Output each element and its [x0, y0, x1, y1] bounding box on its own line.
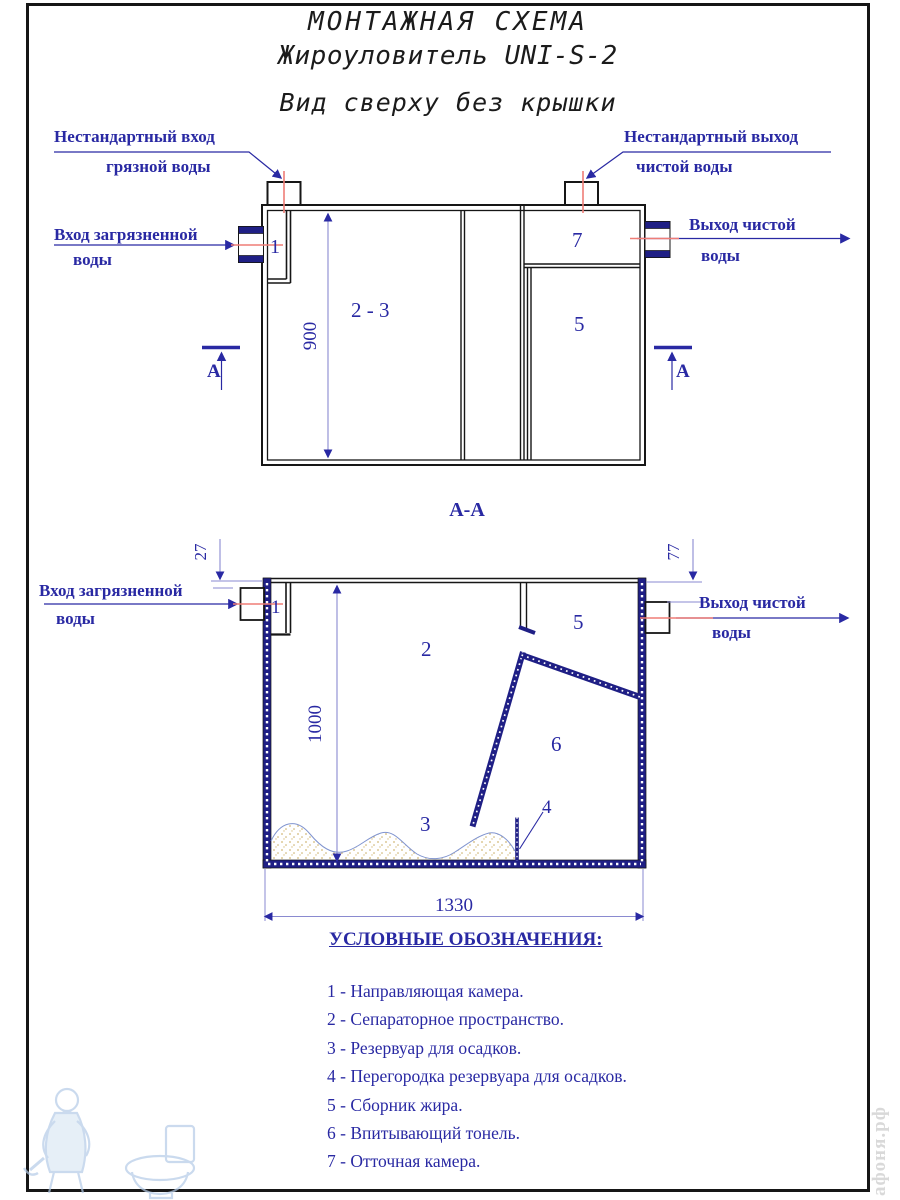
legend-heading: УСЛОВНЫЕ ОБОЗНАЧЕНИЯ: — [329, 929, 603, 950]
callout-inlet-line1: Вход загрязненной — [54, 225, 198, 244]
part-label-2-3: 2 - 3 — [351, 298, 390, 322]
dim-27-text: 27 — [191, 543, 210, 561]
sediment — [271, 824, 516, 860]
nonstandard-outlet-stub — [565, 182, 598, 207]
site-watermark: афоня.рф — [869, 1106, 890, 1196]
dim-1330-text: 1330 — [435, 895, 473, 916]
callout-outlet-line2: воды — [701, 246, 740, 265]
plumber-watermark — [24, 1089, 194, 1198]
legend-item: 3 - Резервуар для осадков. — [327, 1037, 522, 1058]
sec-part-2: 2 — [421, 637, 432, 661]
legend-item: 5 - Сборник жира. — [327, 1094, 463, 1115]
part-label-1: 1 — [270, 236, 280, 258]
legend-item: 6 - Впитывающий тонель. — [327, 1123, 520, 1144]
sec-part-4: 4 — [542, 797, 552, 818]
section-view-title: А-А — [449, 499, 485, 521]
callout-section-outlet-line2: воды — [712, 623, 751, 642]
part-label-7: 7 — [572, 228, 583, 252]
dim-1000-text: 1000 — [305, 705, 326, 743]
part-label-5: 5 — [574, 312, 585, 336]
part-4-leader — [520, 812, 544, 849]
sec-part-3: 3 — [420, 812, 431, 836]
section-letter-left: А — [207, 361, 221, 382]
callout-nonstandard-inlet-line1: Нестандартный вход — [54, 127, 215, 146]
callout-nonstandard-inlet-line2: грязной воды — [106, 157, 211, 176]
callout-section-inlet-line1: Вход загрязненной — [39, 581, 183, 600]
product-name: Жироуловитель UNI-S-2 — [278, 41, 618, 71]
offset-dimensions — [211, 581, 702, 602]
callout-outlet-line1: Выход чистой — [689, 215, 796, 234]
dim-900-text: 900 — [300, 321, 321, 351]
top-view-drawing — [54, 152, 849, 521]
view-label: Вид сверху без крышки — [279, 88, 617, 117]
legend-item: 4 - Перегородка резервуара для осадков. — [327, 1066, 627, 1087]
section-letter-right: А — [676, 361, 690, 382]
dim-77-text: 77 — [664, 543, 683, 561]
legend-item: 7 - Отточная камера. — [327, 1151, 481, 1172]
sec-part-5: 5 — [573, 610, 584, 634]
callout-section-outlet-line1: Выход чистой — [699, 593, 806, 612]
legend-list — [327, 977, 627, 1176]
sheet-title: МОНТАЖНАЯ СХЕМА — [308, 7, 588, 37]
callout-nonstandard-outlet-line2: чистой воды — [636, 157, 733, 176]
callout-inlet-line2: воды — [73, 250, 112, 269]
legend-item: 2 - Сепараторное пространство. — [327, 1009, 565, 1030]
outlet-pipe-top-view — [645, 222, 670, 258]
callout-nonstandard-outlet-line1: Нестандартный выход — [624, 127, 799, 146]
sec-part-6: 6 — [551, 732, 562, 756]
sec-part-1: 1 — [271, 597, 281, 618]
legend-item: 1 - Направляющая камера. — [327, 981, 524, 1001]
callout-section-inlet-line2: воды — [56, 609, 95, 628]
